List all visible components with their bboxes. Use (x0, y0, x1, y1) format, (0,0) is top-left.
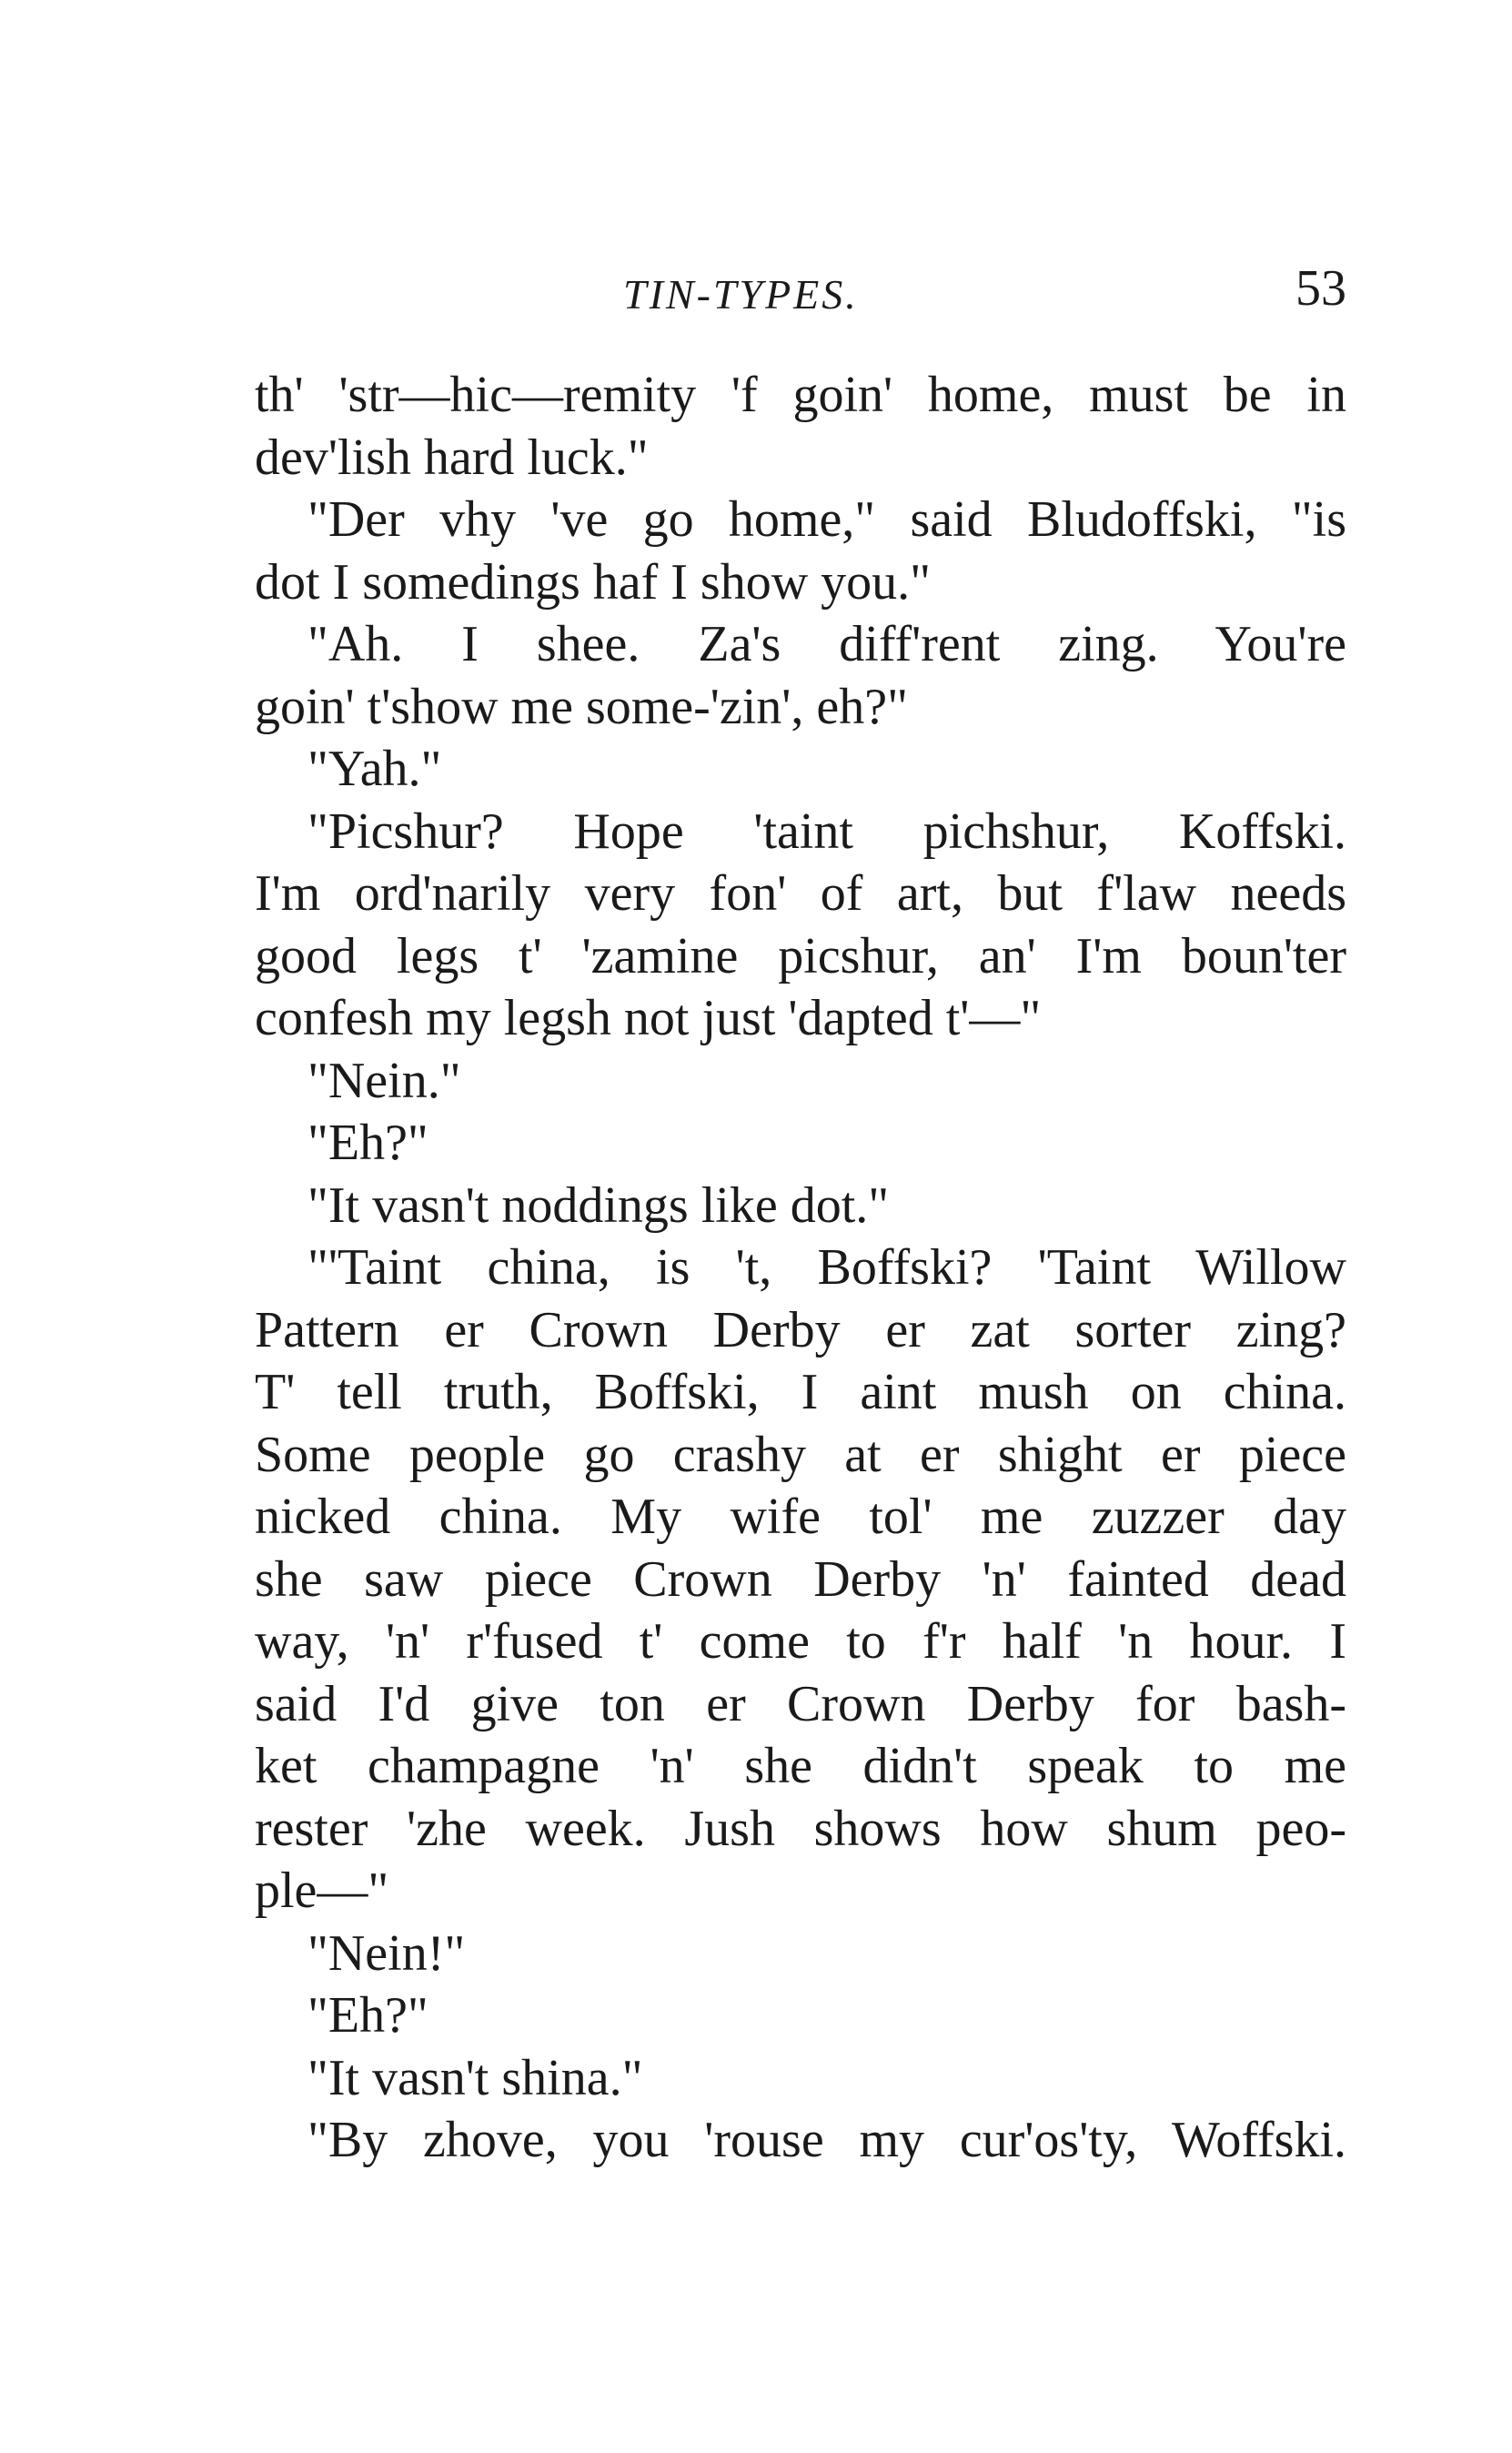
page-number: 53 (1295, 260, 1346, 317)
text-line: T' tell truth, Boffski, I aint mush on china. (255, 1364, 1346, 1420)
text-line: "Ah. I shee. Za's diff'rent zing. You're (307, 616, 1346, 672)
text-line: dot I somedings haf I show you." (255, 553, 932, 611)
text-line: ple—" (255, 1862, 389, 1919)
text-line: "Nein!" (307, 1924, 466, 1982)
text-line: said I'd give ton er Crown Derby for bash- (255, 1675, 1346, 1732)
text-line: rester 'zhe week. Jush shows how shum peo- (255, 1800, 1346, 1857)
text-line: "'Taint china, is 't, Boffski? 'Taint Willow (307, 1239, 1346, 1296)
text-line: "Picshur? Hope 'taint pichshur, Koffski. (307, 803, 1346, 860)
page-header (255, 259, 1346, 332)
text-line: nicked china. My wife tol' me zuzzer day (255, 1489, 1346, 1545)
text-line: "It vasn't noddings like dot." (307, 1176, 890, 1234)
text-line: th' 'str—hic—remity 'f goin' home, must be in (255, 367, 1346, 423)
text-line: "Nein." (307, 1052, 461, 1109)
text-line: she saw piece Crown Derby 'n' fainted dead (255, 1550, 1346, 1608)
text-line: ket champagne 'n' she didn't speak to me (255, 1738, 1346, 1794)
text-line: "By zhove, you 'rouse my cur'os'ty, Woffski. (307, 2112, 1346, 2168)
text-line: good legs t' 'zamine picshur, an' I'm boun'ter (255, 927, 1346, 984)
text-line: I'm ord'narily very fon' of art, but f'law needs (255, 865, 1346, 922)
text-line: "Eh?" (307, 1115, 428, 1171)
text-line: Pattern er Crown Derby er zat sorter zing? (255, 1301, 1346, 1358)
text-line: goin' t'show me some-'zin', eh?" (255, 678, 908, 735)
text-line: "Yah." (307, 741, 442, 797)
text-line: confesh my legsh not just 'dapted t'—" (255, 990, 1042, 1046)
text-line: "It vasn't shina." (307, 2049, 643, 2106)
text-line: "Der vhy 've go home," said Bludoffski, "is (307, 491, 1346, 548)
body-text (255, 364, 1346, 2172)
text-line: Some people go crashy at er shight er piece (255, 1426, 1346, 1483)
text-line: "Eh?" (307, 1987, 428, 2044)
running-title: TIN-TYPES. (623, 271, 859, 318)
text-line: way, 'n' r'fused t' come to f'r half 'n hour. I (255, 1613, 1346, 1670)
text-line: dev'lish hard luck." (255, 429, 649, 486)
